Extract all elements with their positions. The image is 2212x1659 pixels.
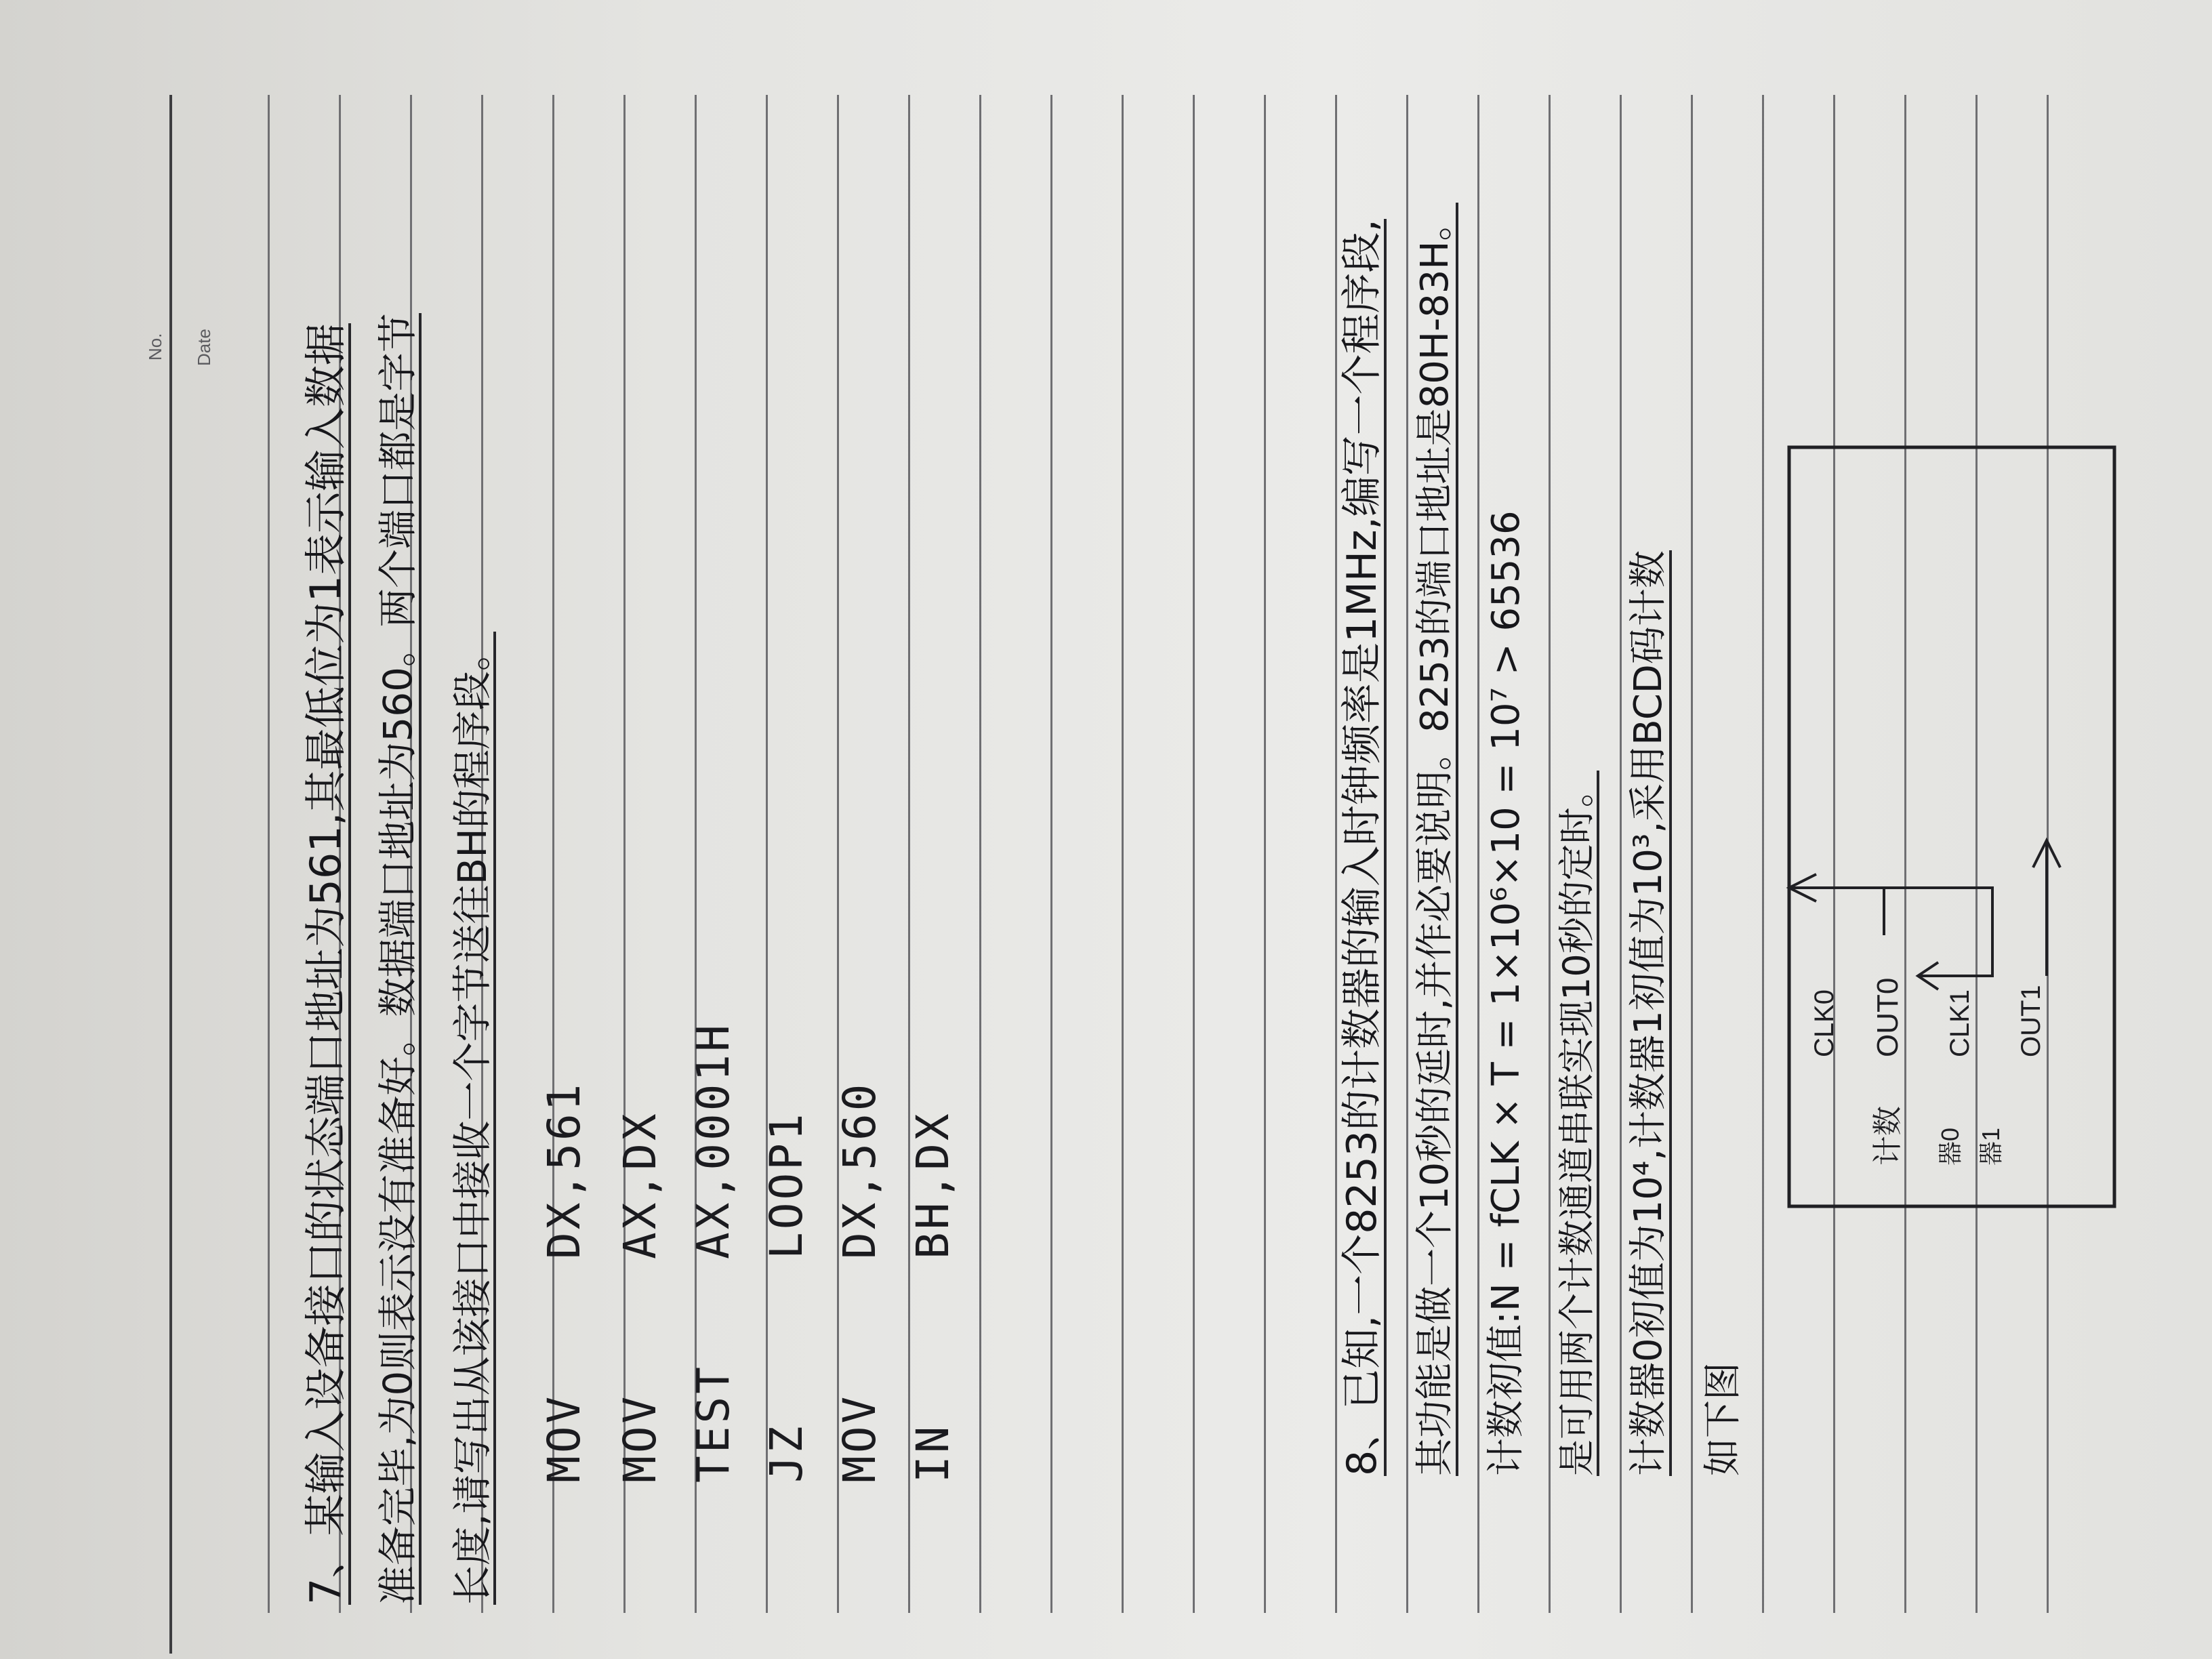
q8-line-2: 其功能是做一个10秒的延时,并作必要说明。8253的端口地址是80H-83H。 — [1413, 203, 1457, 1476]
clk0-label: CLK0 — [1809, 989, 1839, 1057]
out0-label: OUT0 — [1871, 977, 1904, 1057]
q8-line-3: 计数初值:N = fCLK × T = 1×10⁶×10 = 10⁷ > 65536 — [1484, 510, 1528, 1476]
code-operands: DX,560 — [834, 1081, 886, 1259]
header-date-label: Date — [194, 329, 214, 366]
counter-block — [1789, 447, 2114, 1206]
code-opcode: IN — [907, 1423, 959, 1483]
code-operands: AX,0001H — [687, 1022, 739, 1259]
q7-line-1: 7、某输入设备接口的状态端口地址为561,其最低位为1表示输入数据 — [301, 323, 350, 1605]
code-opcode: MOV — [538, 1393, 590, 1483]
code-opcode: JZ — [760, 1423, 813, 1483]
gate-label: 器1 — [1977, 1127, 2005, 1166]
code-operands: BH,DX — [907, 1111, 959, 1259]
q7-line-3: 长度,请写出从该接口中接收一个字节送往BH的程序段。 — [449, 632, 495, 1605]
gate-label: 器0 — [1936, 1127, 1964, 1166]
code-opcode: TEST — [687, 1364, 739, 1483]
code-opcode: MOV — [834, 1393, 886, 1483]
code-opcode: MOV — [614, 1393, 666, 1483]
code-operands: LOOP1 — [760, 1111, 813, 1259]
gate-label: 计数 — [1871, 1106, 1904, 1166]
q8-line-6: 如下图 — [1701, 1362, 1745, 1476]
q7-line-2: 准备完毕,为0则表示没有准备好。数据端口地址为560。两个端口都是字节 — [375, 312, 421, 1605]
header-no-label: No. — [145, 333, 165, 361]
q8-line-5: 计数器0初值为10⁴,计数器1初值为10³,采用BCD码计数 — [1626, 550, 1671, 1476]
q8-line-1: 8、已知,一个8253的计数器的输入时钟频率是1MHz,编写一个程序段, — [1338, 219, 1386, 1476]
code-operands: DX,561 — [538, 1081, 590, 1259]
q8-line-4: 是可用两个计数通道串联实现10秒的定时。 — [1555, 771, 1598, 1476]
code-operands: AX,DX — [614, 1111, 666, 1259]
out1-label: OUT1 — [2016, 985, 2046, 1057]
clk1-label: CLK1 — [1945, 989, 1975, 1057]
